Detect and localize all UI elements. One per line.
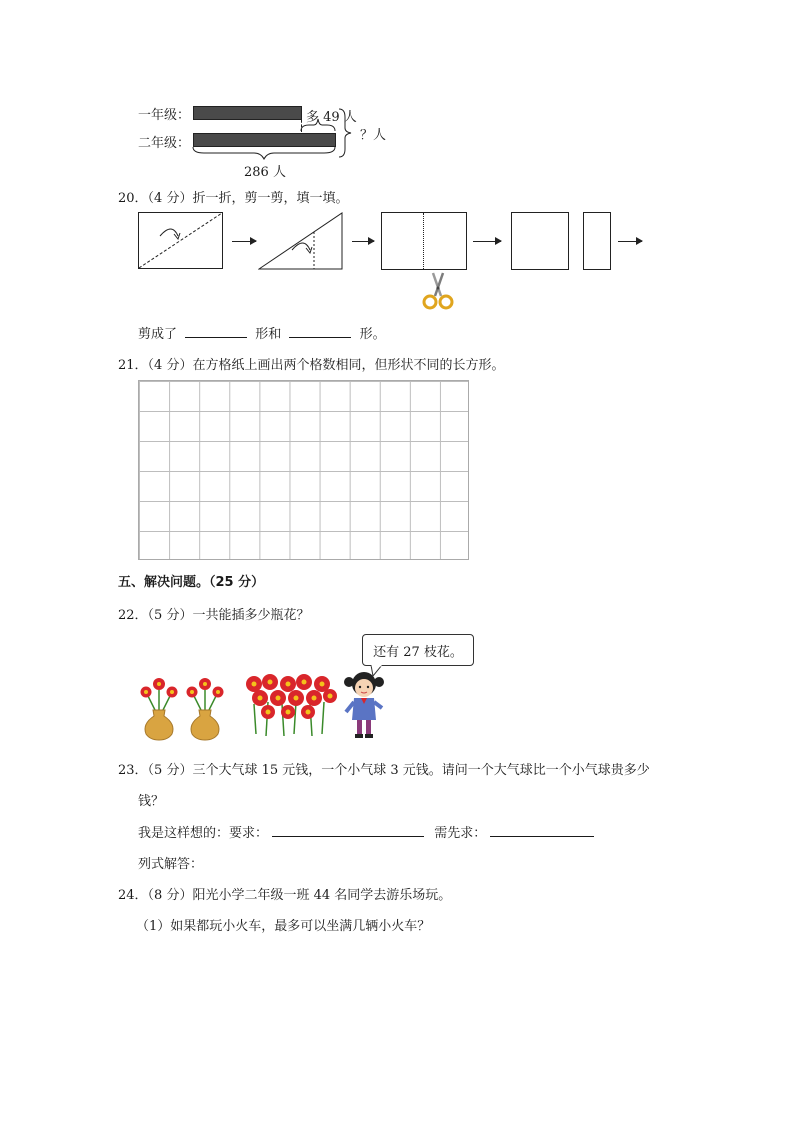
grade1-bar xyxy=(193,106,302,120)
q23-solve-label: 列式解答： xyxy=(138,857,204,872)
think-prefix: 我是这样想的：要求： xyxy=(138,826,269,841)
vase-with-flowers-icon xyxy=(138,672,180,742)
prerequisite-blank[interactable] xyxy=(490,824,594,837)
q24-sub1: （1）如果都玩小火车，最多可以坐满几辆小火车？ xyxy=(136,919,431,934)
shape-blank-1[interactable] xyxy=(185,325,247,338)
arrow-4-icon xyxy=(618,241,642,242)
section-5-title: 五、解决问题。（25 分） xyxy=(118,575,265,590)
q20-title: 20．（4 分）折一折，剪一剪，填一填。 xyxy=(118,191,349,206)
vase-with-flowers-icon-2 xyxy=(184,672,226,742)
speech-bubble xyxy=(362,634,474,666)
triangle-fold-icon xyxy=(258,212,344,270)
question-label: ？人 xyxy=(360,128,387,143)
grade2-bar xyxy=(193,133,336,147)
goal-blank[interactable] xyxy=(272,824,424,837)
flowers-bunch-icon xyxy=(242,674,342,740)
cut-line xyxy=(423,213,424,269)
answer-prefix: 剪成了 xyxy=(138,327,178,342)
grade2-label: 二年级： xyxy=(138,136,191,151)
q23-title-line2: 钱？ xyxy=(138,794,165,809)
result-square xyxy=(511,212,569,270)
total-label: 286 人 xyxy=(244,165,286,180)
grid-paper[interactable] xyxy=(138,380,469,560)
q20-answer-line xyxy=(138,323,386,342)
q24-title: 24．（8 分）阳光小学二年级一班 44 名同学去游乐场玩。 xyxy=(118,888,452,903)
arrow-2-icon xyxy=(352,241,374,242)
think-mid: 需先求： xyxy=(434,826,487,841)
speech-bubble-tail-icon xyxy=(370,665,384,677)
answer-mid: 形和 xyxy=(255,327,282,342)
arrow-1-icon xyxy=(232,241,256,242)
answer-suffix: 形。 xyxy=(359,327,386,342)
q22-title: 22．（5 分）一共能插多少瓶花？ xyxy=(118,608,310,623)
q21-title: 21．（4 分）在方格纸上画出两个格数相同，但形状不同的长方形。 xyxy=(118,358,505,373)
more-label: 多 49 人 xyxy=(306,110,357,125)
arrow-3-icon xyxy=(473,241,501,242)
bottom-brace-icon xyxy=(192,146,336,160)
grade1-label: 一年级： xyxy=(138,108,191,123)
speech-text: 还有 27 枝花。 xyxy=(373,644,463,660)
unfolded-rectangle xyxy=(381,212,467,270)
shape-blank-2[interactable] xyxy=(289,325,351,338)
q23-think-line xyxy=(138,822,594,841)
result-narrow-rectangle xyxy=(583,212,611,270)
right-brace-icon xyxy=(338,108,352,158)
q23-title-line1: 23．（5 分）三个大气球 15 元钱，一个小气球 3 元钱。请问一个大气球比一个小气球贵多少 xyxy=(118,763,650,778)
girl-character-icon xyxy=(344,668,384,742)
square-diagonal-icon xyxy=(138,212,224,270)
scissors-icon xyxy=(422,272,456,312)
